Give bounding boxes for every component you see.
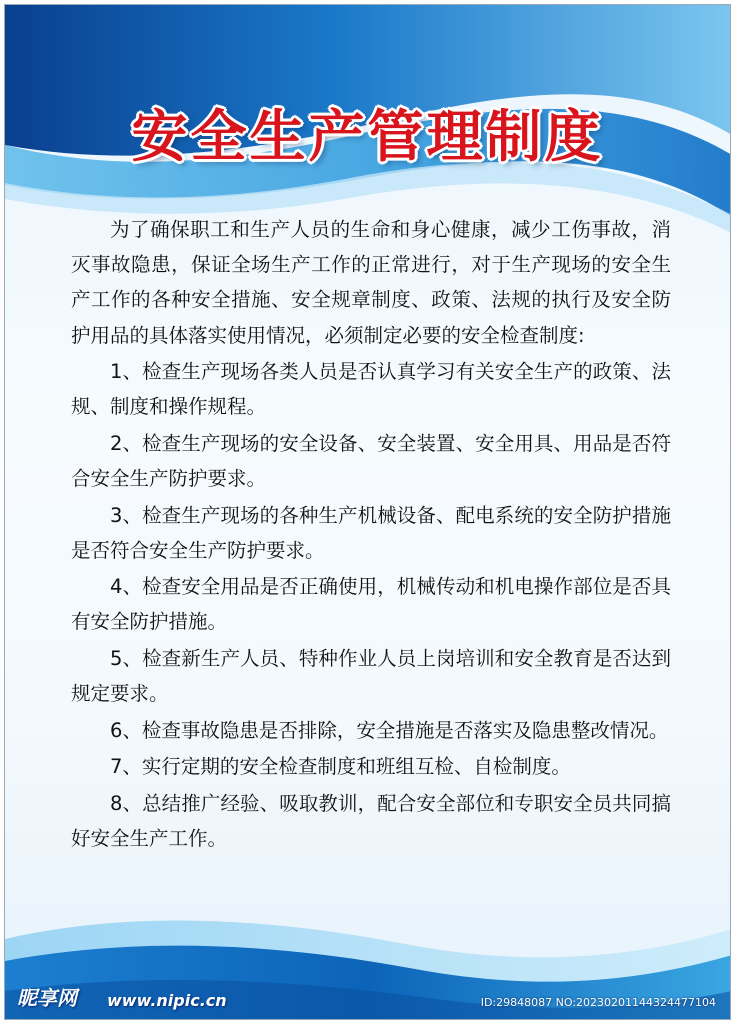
check-item-2: 2、检查生产现场的安全设备、安全装置、安全用具、用品是否符合安全生产防护要求。 <box>71 431 671 491</box>
check-item-5: 5、检查新生产人员、特种作业人员上岗培训和安全教育是否达到规定要求。 <box>71 646 671 706</box>
watermark-logo: 昵享网 <box>17 986 77 1010</box>
check-item-4: 4、检查安全用品是否正确使用，机械传动和机电操作部位是否具有安全防护措施。 <box>71 575 671 634</box>
check-item-6: 6、检查事故隐患是否排除，安全措施是否落实及隐患整改情况。 <box>110 718 669 742</box>
watermark-url: www.nipic.cn <box>107 991 227 1010</box>
check-item-1: 1、检查生产现场各类人员是否认真学习有关安全生产的政策、法规、制度和操作规程。 <box>71 360 671 419</box>
check-item-7: 7、实行定期的安全检查制度和班组互检、自检制度。 <box>110 755 571 779</box>
poster <box>4 4 731 1020</box>
check-item-3: 3、检查生产现场的各种生产机械设备、配电系统的安全防护措施是否符合安全生产防护要求。 <box>71 503 671 562</box>
poster-title: 安全生产管理制度 <box>131 104 604 170</box>
check-list <box>71 354 671 856</box>
intro-paragraph: 为了确保职工和生产人员的生命和身心健康，减少工伤事故，消灭事故隐患，保证全场生产工作的正常进行，对于生产现场的安全生产工作的各种安全措施、安全规章制度、政策、法规的执行及安全防护用品的具体落实使用情况，必须制定必要的安全检查制度: <box>71 218 671 347</box>
check-item-8: 8、总结推广经验、吸取教训，配合安全部位和专职安全员共同搞好安全生产工作。 <box>71 791 671 850</box>
image-id-label: ID:29848087 NO:20230201144324477104 <box>480 996 716 1009</box>
body-text <box>71 212 671 856</box>
